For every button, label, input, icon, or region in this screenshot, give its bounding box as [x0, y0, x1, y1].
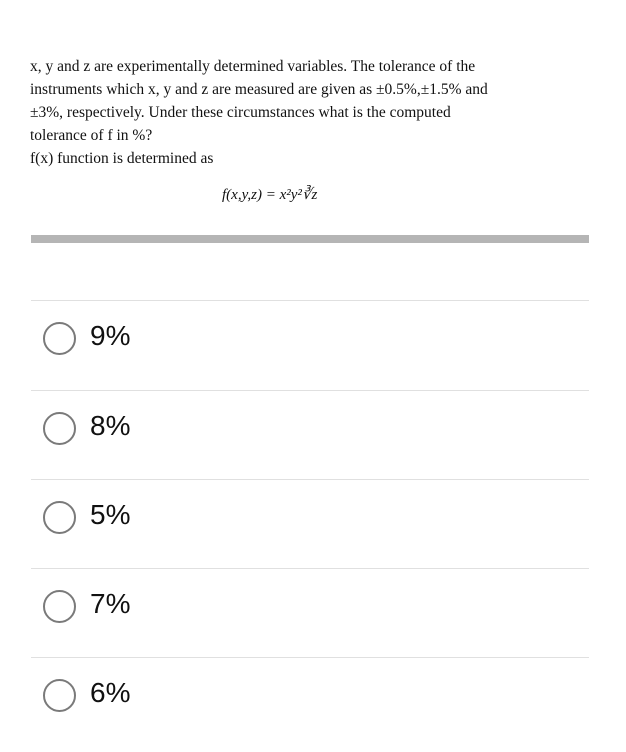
question-text [30, 55, 580, 170]
answer-option[interactable] [31, 405, 589, 465]
question-line: ±3%, respectively. Under these circumstances what is the computed [30, 104, 451, 121]
question-line: instruments which x, y and z are measured are given as ±0.5%,±1.5% and [30, 81, 488, 98]
divider [31, 568, 589, 569]
answer-option[interactable] [31, 583, 589, 643]
radio-button-icon[interactable] [43, 501, 76, 534]
answer-option[interactable] [31, 672, 589, 732]
formula: f(x,y,z) = x²y²∛z [222, 187, 318, 203]
section-divider [31, 235, 589, 243]
radio-button-icon[interactable] [43, 679, 76, 712]
divider [31, 479, 589, 480]
divider [31, 657, 589, 658]
option-label: 7% [90, 588, 131, 619]
question-line: x, y and z are experimentally determined variables. The tolerance of the [30, 58, 476, 75]
divider [31, 300, 589, 301]
option-label: 9% [90, 320, 131, 351]
question-line: tolerance of f in %? [30, 127, 153, 144]
radio-button-icon[interactable] [43, 590, 76, 623]
option-label: 8% [90, 410, 131, 441]
divider [31, 390, 589, 391]
answer-option[interactable] [31, 315, 589, 375]
radio-button-icon[interactable] [43, 412, 76, 445]
option-label: 6% [90, 677, 131, 708]
radio-button-icon[interactable] [43, 322, 76, 355]
function-definition-label: f(x) function is determined as [30, 150, 214, 167]
option-label: 5% [90, 499, 131, 530]
answer-option[interactable] [31, 494, 589, 554]
